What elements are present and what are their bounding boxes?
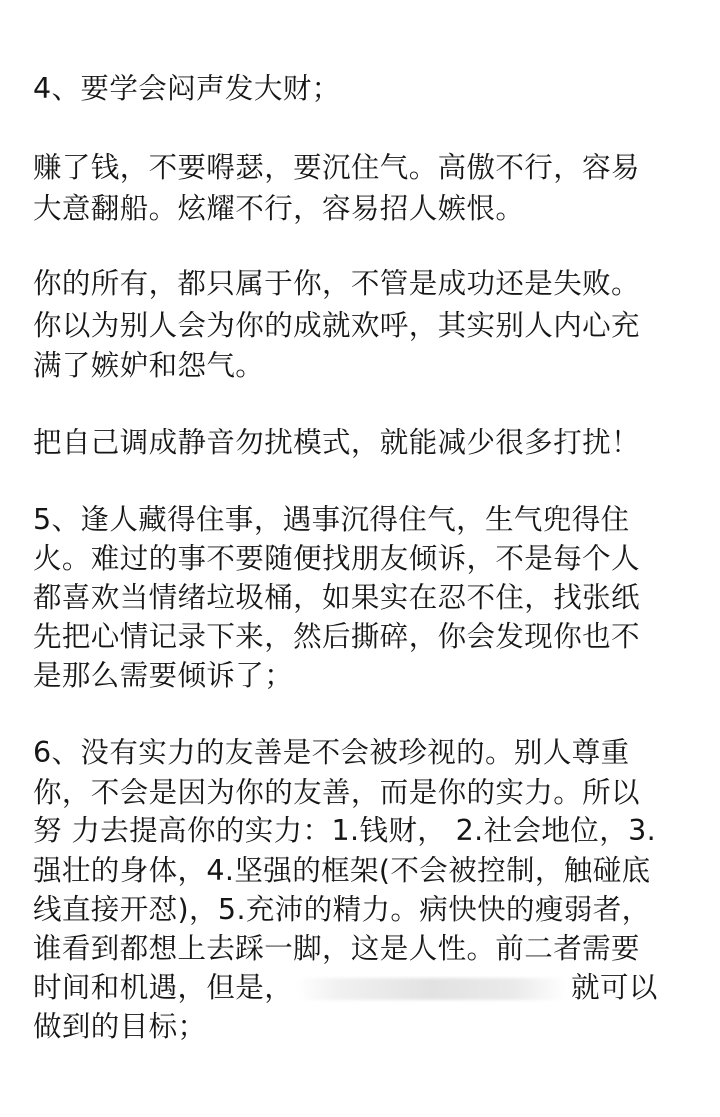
paragraph-line: 5、逢人藏得住事，遇事沉得住气，生气兜得住 [33,503,630,536]
paragraph-line: 是那么需要倾诉了； [33,659,294,692]
paragraph-line: 把自己调成静音勿扰模式，就能减少很多打扰！ [33,426,640,459]
paragraph-line: 你以为别人会为你的成就欢呼，其实别人内心充 [33,309,640,342]
paragraph-line: 满了嫉妒和怨气。 [33,349,265,382]
paragraph-line: 你的所有，都只属于你，不管是成功还是失败。 [33,267,640,300]
paragraph-line: 努 力去提高你的实力：1.钱财， 2.社会地位，3. [33,814,657,847]
redacted-paragraph-line [33,968,693,1008]
paragraph-line: 做到的目标； [33,1010,207,1043]
paragraph-line: 火。难过的事不要随便找朋友倾诉，不是每个人 [33,542,640,575]
paragraph-line: 先把心情记录下来，然后撕碎，你会发现你也不 [33,620,640,653]
line-text-after-redaction: 就可以 [571,971,658,1004]
redaction-blur [297,978,567,1000]
paragraph-line: 都喜欢当情绪垃圾桶，如果实在忍不住，找张纸 [33,581,640,614]
paragraph-line: 4、要学会闷声发大财； [33,72,341,105]
paragraph-line: 赚了钱，不要嘚瑟，要沉住气。高傲不行，容易 [33,151,640,184]
paragraph-line: 大意翻船。炫耀不行，容易招人嫉恨。 [33,192,525,225]
paragraph-line: 6、没有实力的友善是不会被珍视的。别人尊重 [33,736,630,769]
paragraph-line: 线直接开怼)，5.充沛的精力。病快快的瘦弱者， [33,893,651,926]
paragraph-line: 谁看到都想上去踩一脚，这是人性。前二者需要 [33,932,640,965]
line-text-before-redaction: 时间和机遇，但是， [33,971,294,1004]
paragraph-line: 强壮的身体，4.坚强的框架(不会被控制，触碰底 [33,854,651,887]
paragraph-line: 你，不会是因为你的友善，而是你的实力。所以 [33,776,640,809]
